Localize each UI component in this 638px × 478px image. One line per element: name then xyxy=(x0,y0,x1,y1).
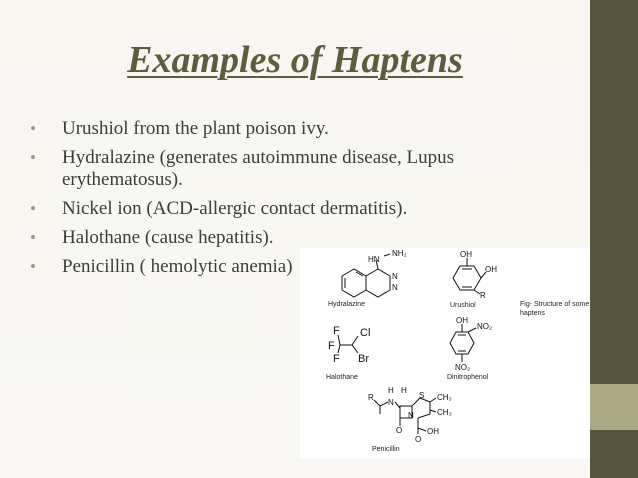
penicillin-atom: H xyxy=(388,386,394,395)
structures-drawing xyxy=(300,248,590,458)
hapten-structures-figure xyxy=(300,248,590,458)
bullet-text: Urushiol from the plant poison ivy. xyxy=(62,118,329,139)
bullet-item xyxy=(30,147,550,191)
penicillin-atom: N xyxy=(388,398,394,407)
figure-caption-line1: Fig- Structure of some xyxy=(520,301,590,308)
bullet-item xyxy=(30,198,550,220)
bullet-text: Halothane (cause hepatitis). xyxy=(62,227,274,248)
hydralazine-atom: N xyxy=(392,283,398,292)
bullet-text: Penicillin ( hemolytic anemia) xyxy=(62,256,293,277)
bullet-item xyxy=(30,118,550,140)
hydralazine-atom: N xyxy=(392,272,398,281)
dinitrophenol-label: Dinitrophenol xyxy=(447,374,489,381)
sidebar-band-bottom xyxy=(590,430,638,478)
hydralazine-label: Hydralazine xyxy=(328,301,365,308)
penicillin-label: Penicillin xyxy=(372,446,400,453)
penicillin-atom: O xyxy=(415,435,422,444)
dinitrophenol-structure xyxy=(447,316,492,381)
halothane-atom: F xyxy=(333,325,340,337)
bullet-text: Hydralazine (generates autoimmune disease, Lupus erythematosus). xyxy=(62,147,454,190)
dinitrophenol-atom: OH xyxy=(456,316,468,325)
hydralazine-atom: NH₂ xyxy=(392,249,407,258)
halothane-atom: F xyxy=(333,353,340,365)
halothane-atom: F xyxy=(328,340,335,352)
penicillin-structure xyxy=(368,386,452,453)
urushiol-atom: OH xyxy=(460,250,472,259)
halothane-structure xyxy=(326,325,370,381)
hydralazine-structure xyxy=(328,249,407,308)
figure-caption-line2: haptens xyxy=(520,310,545,317)
penicillin-atom: OH xyxy=(427,427,439,436)
dinitrophenol-atom: NO₂ xyxy=(477,322,493,331)
halothane-label: Halothane xyxy=(326,374,358,381)
bullet-text: Nickel ion (ACD-allergic contact dermatitis). xyxy=(62,198,408,219)
penicillin-atom: S xyxy=(419,391,425,400)
hydralazine-atom: HN xyxy=(368,255,380,264)
bullet-dot: • xyxy=(30,257,36,276)
penicillin-atom: CH₃ xyxy=(437,393,452,402)
bullet-dot: • xyxy=(30,228,36,247)
bullet-dot: • xyxy=(30,148,36,167)
urushiol-atom: OH xyxy=(485,265,497,274)
bullet-dot: • xyxy=(30,119,36,138)
bullet-item xyxy=(30,227,550,249)
sidebar-band-top xyxy=(590,0,638,384)
halothane-atom: Cl xyxy=(360,327,371,339)
penicillin-atom: O xyxy=(396,426,403,435)
penicillin-atom: N xyxy=(408,411,414,420)
slide-title: Examples of Haptens xyxy=(127,39,463,81)
sidebar-accent-band xyxy=(590,384,638,430)
bullet-dot: • xyxy=(30,199,36,218)
urushiol-structure xyxy=(450,250,497,309)
penicillin-atom: CH₃ xyxy=(437,408,452,417)
halothane-atom: Br xyxy=(358,353,369,365)
dinitrophenol-atom: NO₂ xyxy=(455,363,471,372)
urushiol-label: Urushiol xyxy=(450,302,476,309)
penicillin-atom: H xyxy=(401,386,407,395)
penicillin-atom: R xyxy=(368,393,374,402)
urushiol-atom: R xyxy=(480,291,486,300)
